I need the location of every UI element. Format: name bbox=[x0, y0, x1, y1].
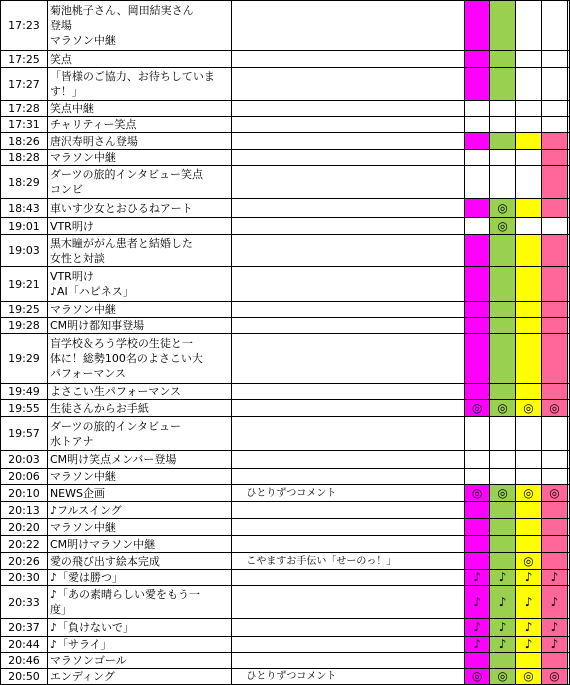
member-2-cell bbox=[490, 68, 516, 101]
member-4-cell bbox=[542, 417, 568, 451]
note-cell bbox=[232, 451, 465, 469]
schedule-row bbox=[1, 117, 570, 133]
member-4-cell bbox=[542, 51, 568, 68]
member-3-cell: ◎ bbox=[516, 485, 542, 502]
member-4-cell: ♪ bbox=[542, 570, 568, 586]
time-cell: 19:28 bbox=[1, 318, 48, 334]
segment-title-cell: マラソン中継 bbox=[47, 302, 231, 318]
note-cell bbox=[232, 637, 465, 653]
member-2-cell bbox=[490, 451, 516, 469]
note-cell bbox=[232, 101, 465, 117]
member-2-cell: ◎ bbox=[490, 218, 516, 235]
segment-title-cell: VTR明け ♪AI「ハピネス」 bbox=[47, 267, 231, 302]
note-cell bbox=[232, 653, 465, 669]
schedule-row bbox=[1, 451, 570, 469]
time-cell: 17:31 bbox=[1, 117, 48, 133]
member-2-cell bbox=[490, 334, 516, 384]
edge-cell bbox=[567, 570, 569, 586]
member-4-cell: ♪ bbox=[542, 586, 568, 619]
member-4-cell bbox=[542, 117, 568, 133]
note-cell bbox=[232, 619, 465, 637]
member-3-cell: ♪ bbox=[516, 619, 542, 637]
note-cell bbox=[232, 133, 465, 150]
segment-title-cell: 「皆様のご協力、お待ちしていま す！」 bbox=[47, 68, 231, 101]
note-cell bbox=[232, 502, 465, 519]
member-2-cell: ♪ bbox=[490, 586, 516, 619]
note-cell bbox=[232, 334, 465, 384]
member-2-cell bbox=[490, 318, 516, 334]
time-cell: 20:50 bbox=[1, 669, 48, 685]
time-cell: 17:25 bbox=[1, 51, 48, 68]
note-cell: ひとりずつコメント bbox=[232, 669, 465, 685]
segment-title-cell: よさこい生パフォーマンス bbox=[47, 384, 231, 400]
member-2-cell bbox=[490, 235, 516, 267]
member-4-cell bbox=[542, 218, 568, 235]
member-4-cell bbox=[542, 150, 568, 166]
segment-title-cell: ♪フルスイング bbox=[47, 502, 231, 519]
member-3-cell: ◎ bbox=[516, 400, 542, 417]
member-1-cell bbox=[465, 384, 490, 400]
member-2-cell: ♪ bbox=[490, 570, 516, 586]
member-4-cell bbox=[542, 68, 568, 101]
member-4-cell: ◎ bbox=[542, 400, 568, 417]
time-cell: 19:01 bbox=[1, 218, 48, 235]
member-2-cell bbox=[490, 502, 516, 519]
edge-cell bbox=[567, 637, 569, 653]
member-3-cell bbox=[516, 653, 542, 669]
member-3-cell bbox=[516, 1, 542, 51]
schedule-row bbox=[1, 400, 570, 417]
note-cell bbox=[232, 400, 465, 417]
note-cell bbox=[232, 117, 465, 133]
member-1-cell bbox=[465, 536, 490, 553]
time-cell: 20:03 bbox=[1, 451, 48, 469]
time-cell: 20:44 bbox=[1, 637, 48, 653]
time-cell: 20:10 bbox=[1, 485, 48, 502]
time-cell: 20:13 bbox=[1, 502, 48, 519]
schedule-row bbox=[1, 553, 570, 570]
member-4-cell: ◎ bbox=[542, 669, 568, 685]
time-cell: 20:26 bbox=[1, 553, 48, 570]
member-4-cell bbox=[542, 166, 568, 199]
edge-cell bbox=[567, 166, 569, 199]
member-1-cell: ◎ bbox=[465, 400, 490, 417]
edge-cell bbox=[567, 653, 569, 669]
time-cell: 17:27 bbox=[1, 68, 48, 101]
member-4-cell bbox=[542, 318, 568, 334]
member-4-cell bbox=[542, 536, 568, 553]
note-cell bbox=[232, 235, 465, 267]
member-3-cell bbox=[516, 150, 542, 166]
member-1-cell: ♪ bbox=[465, 586, 490, 619]
edge-cell bbox=[567, 218, 569, 235]
schedule-body bbox=[1, 1, 570, 685]
member-1-cell bbox=[465, 502, 490, 519]
edge-cell bbox=[567, 669, 569, 685]
time-cell: 20:46 bbox=[1, 653, 48, 669]
edge-cell bbox=[567, 334, 569, 384]
time-cell: 20:30 bbox=[1, 570, 48, 586]
member-2-cell bbox=[490, 133, 516, 150]
segment-title-cell: ダーツの旅的インタビュー 水トアナ bbox=[47, 417, 231, 451]
member-1-cell bbox=[465, 417, 490, 451]
note-cell: こやますお手伝い「せーのっ！」 bbox=[232, 553, 465, 570]
member-1-cell bbox=[465, 117, 490, 133]
member-2-cell bbox=[490, 267, 516, 302]
member-1-cell: ◎ bbox=[465, 485, 490, 502]
schedule-row bbox=[1, 318, 570, 334]
time-cell: 19:49 bbox=[1, 384, 48, 400]
edge-cell bbox=[567, 417, 569, 451]
edge-cell bbox=[567, 400, 569, 417]
edge-cell bbox=[567, 318, 569, 334]
segment-title-cell: ダーツの旅的インタビュー笑点 コンビ bbox=[47, 166, 231, 199]
member-1-cell bbox=[465, 68, 490, 101]
segment-title-cell: CM明けマラソン中継 bbox=[47, 536, 231, 553]
member-4-cell bbox=[542, 133, 568, 150]
member-4-cell bbox=[542, 519, 568, 536]
member-1-cell bbox=[465, 51, 490, 68]
member-3-cell bbox=[516, 218, 542, 235]
member-3-cell bbox=[516, 235, 542, 267]
segment-title-cell: エンディング bbox=[47, 669, 231, 685]
time-cell: 17:28 bbox=[1, 101, 48, 117]
member-1-cell bbox=[465, 150, 490, 166]
schedule-row bbox=[1, 218, 570, 235]
member-2-cell bbox=[490, 51, 516, 68]
member-4-cell bbox=[542, 302, 568, 318]
note-cell bbox=[232, 218, 465, 235]
member-3-cell bbox=[516, 101, 542, 117]
edge-cell bbox=[567, 150, 569, 166]
segment-title-cell: 生徒さんからお手紙 bbox=[47, 400, 231, 417]
member-3-cell bbox=[516, 417, 542, 451]
time-cell: 17:23 bbox=[1, 1, 48, 51]
member-2-cell bbox=[490, 1, 516, 51]
segment-title-cell: 愛の飛び出す絵本完成 bbox=[47, 553, 231, 570]
edge-cell bbox=[567, 553, 569, 570]
note-cell bbox=[232, 519, 465, 536]
schedule-row bbox=[1, 101, 570, 117]
member-2-cell bbox=[490, 417, 516, 451]
member-2-cell bbox=[490, 536, 516, 553]
member-1-cell bbox=[465, 166, 490, 199]
schedule-row bbox=[1, 68, 570, 101]
member-3-cell bbox=[516, 318, 542, 334]
segment-title-cell: 唐沢寿明さん登場 bbox=[47, 133, 231, 150]
edge-cell bbox=[567, 384, 569, 400]
edge-cell bbox=[567, 502, 569, 519]
edge-cell bbox=[567, 51, 569, 68]
edge-cell bbox=[567, 469, 569, 485]
member-3-cell bbox=[516, 384, 542, 400]
schedule-row bbox=[1, 51, 570, 68]
member-3-cell bbox=[516, 133, 542, 150]
schedule-row bbox=[1, 586, 570, 619]
member-2-cell bbox=[490, 553, 516, 570]
member-4-cell bbox=[542, 267, 568, 302]
segment-title-cell: マラソンゴール bbox=[47, 653, 231, 669]
edge-cell bbox=[567, 536, 569, 553]
member-4-cell: ◎ bbox=[542, 485, 568, 502]
member-1-cell bbox=[465, 1, 490, 51]
member-4-cell bbox=[542, 199, 568, 218]
member-1-cell bbox=[465, 199, 490, 218]
member-4-cell bbox=[542, 502, 568, 519]
member-1-cell bbox=[465, 101, 490, 117]
member-4-cell bbox=[542, 334, 568, 384]
segment-title-cell: CM明け都知事登場 bbox=[47, 318, 231, 334]
member-3-cell: ◎ bbox=[516, 669, 542, 685]
segment-title-cell: マラソン中継 bbox=[47, 150, 231, 166]
schedule-row bbox=[1, 235, 570, 267]
member-2-cell: ◎ bbox=[490, 400, 516, 417]
schedule-row bbox=[1, 133, 570, 150]
edge-cell bbox=[567, 199, 569, 218]
member-4-cell bbox=[542, 553, 568, 570]
member-3-cell bbox=[516, 536, 542, 553]
note-cell bbox=[232, 166, 465, 199]
edge-cell bbox=[567, 235, 569, 267]
member-1-cell bbox=[465, 653, 490, 669]
schedule-row bbox=[1, 199, 570, 218]
member-3-cell: ♪ bbox=[516, 637, 542, 653]
note-cell bbox=[232, 1, 465, 51]
time-cell: 19:55 bbox=[1, 400, 48, 417]
member-2-cell bbox=[490, 166, 516, 199]
segment-title-cell: ♪「愛は勝つ」 bbox=[47, 570, 231, 586]
member-4-cell bbox=[542, 101, 568, 117]
segment-title-cell: 笑点中継 bbox=[47, 101, 231, 117]
segment-title-cell: ♪「あの素晴らしい愛をもう一 度」 bbox=[47, 586, 231, 619]
schedule-row bbox=[1, 669, 570, 685]
member-1-cell bbox=[465, 451, 490, 469]
member-1-cell bbox=[465, 469, 490, 485]
schedule-row bbox=[1, 619, 570, 637]
member-3-cell bbox=[516, 519, 542, 536]
member-1-cell: ♪ bbox=[465, 570, 490, 586]
member-3-cell bbox=[516, 68, 542, 101]
edge-cell bbox=[567, 133, 569, 150]
member-2-cell bbox=[490, 519, 516, 536]
member-2-cell bbox=[490, 150, 516, 166]
schedule-row bbox=[1, 302, 570, 318]
schedule-row bbox=[1, 485, 570, 502]
segment-title-cell: NEWS企画 bbox=[47, 485, 231, 502]
member-4-cell: ♪ bbox=[542, 619, 568, 637]
member-4-cell bbox=[542, 653, 568, 669]
member-4-cell bbox=[542, 235, 568, 267]
member-1-cell: ◎ bbox=[465, 669, 490, 685]
note-cell bbox=[232, 51, 465, 68]
note-cell bbox=[232, 417, 465, 451]
time-cell: 19:03 bbox=[1, 235, 48, 267]
member-1-cell bbox=[465, 302, 490, 318]
time-cell: 20:20 bbox=[1, 519, 48, 536]
member-2-cell bbox=[490, 469, 516, 485]
member-2-cell: ◎ bbox=[490, 199, 516, 218]
member-1-cell bbox=[465, 553, 490, 570]
time-cell: 20:37 bbox=[1, 619, 48, 637]
member-1-cell bbox=[465, 235, 490, 267]
member-3-cell bbox=[516, 166, 542, 199]
note-cell bbox=[232, 267, 465, 302]
note-cell: ひとりずつコメント bbox=[232, 485, 465, 502]
member-3-cell bbox=[516, 117, 542, 133]
member-1-cell bbox=[465, 218, 490, 235]
member-3-cell: ◎ bbox=[516, 553, 542, 570]
edge-cell bbox=[567, 1, 569, 51]
member-3-cell bbox=[516, 502, 542, 519]
edge-cell bbox=[567, 451, 569, 469]
time-cell: 20:06 bbox=[1, 469, 48, 485]
time-cell: 20:22 bbox=[1, 536, 48, 553]
member-2-cell bbox=[490, 302, 516, 318]
note-cell bbox=[232, 469, 465, 485]
time-cell: 19:25 bbox=[1, 302, 48, 318]
member-3-cell: ♪ bbox=[516, 586, 542, 619]
edge-cell bbox=[567, 101, 569, 117]
member-2-cell: ◎ bbox=[490, 669, 516, 685]
schedule-row bbox=[1, 384, 570, 400]
member-3-cell bbox=[516, 267, 542, 302]
member-3-cell bbox=[516, 302, 542, 318]
note-cell bbox=[232, 586, 465, 619]
member-1-cell: ♪ bbox=[465, 637, 490, 653]
member-2-cell: ♪ bbox=[490, 637, 516, 653]
member-3-cell bbox=[516, 334, 542, 384]
segment-title-cell: ♪「負けないで」 bbox=[47, 619, 231, 637]
segment-title-cell: マラソン中継 bbox=[47, 519, 231, 536]
schedule-row bbox=[1, 469, 570, 485]
edge-cell bbox=[567, 519, 569, 536]
time-cell: 18:28 bbox=[1, 150, 48, 166]
schedule-row bbox=[1, 653, 570, 669]
note-cell bbox=[232, 150, 465, 166]
time-cell: 18:26 bbox=[1, 133, 48, 150]
note-cell bbox=[232, 318, 465, 334]
time-cell: 19:29 bbox=[1, 334, 48, 384]
edge-cell bbox=[567, 302, 569, 318]
schedule-row bbox=[1, 150, 570, 166]
note-cell bbox=[232, 570, 465, 586]
edge-cell bbox=[567, 267, 569, 302]
member-1-cell bbox=[465, 318, 490, 334]
schedule-row bbox=[1, 166, 570, 199]
member-1-cell bbox=[465, 334, 490, 384]
member-1-cell: ♪ bbox=[465, 619, 490, 637]
schedule-row bbox=[1, 637, 570, 653]
segment-title-cell: VTR明け bbox=[47, 218, 231, 235]
schedule-row bbox=[1, 417, 570, 451]
edge-cell bbox=[567, 586, 569, 619]
segment-title-cell: チャリティー笑点 bbox=[47, 117, 231, 133]
time-cell: 19:57 bbox=[1, 417, 48, 451]
member-4-cell bbox=[542, 451, 568, 469]
edge-cell bbox=[567, 68, 569, 101]
member-2-cell bbox=[490, 653, 516, 669]
segment-title-cell: 笑点 bbox=[47, 51, 231, 68]
note-cell bbox=[232, 536, 465, 553]
schedule-row bbox=[1, 334, 570, 384]
member-3-cell bbox=[516, 451, 542, 469]
edge-cell bbox=[567, 619, 569, 637]
member-3-cell bbox=[516, 51, 542, 68]
schedule-row bbox=[1, 536, 570, 553]
member-1-cell bbox=[465, 133, 490, 150]
schedule-row bbox=[1, 519, 570, 536]
schedule-row bbox=[1, 502, 570, 519]
time-cell: 20:33 bbox=[1, 586, 48, 619]
schedule-row bbox=[1, 570, 570, 586]
note-cell bbox=[232, 68, 465, 101]
member-4-cell bbox=[542, 469, 568, 485]
note-cell bbox=[232, 199, 465, 218]
segment-title-cell: 黒木瞳ががん患者と結婚した 女性と対談 bbox=[47, 235, 231, 267]
segment-title-cell: 車いす少女とおひるねアート bbox=[47, 199, 231, 218]
edge-cell bbox=[567, 485, 569, 502]
member-2-cell bbox=[490, 384, 516, 400]
member-2-cell: ◎ bbox=[490, 485, 516, 502]
segment-title-cell: 盲学校＆ろう学校の生徒と一 体に！総勢100名のよさこい大 パフォーマンス bbox=[47, 334, 231, 384]
member-4-cell bbox=[542, 384, 568, 400]
segment-title-cell: マラソン中継 bbox=[47, 469, 231, 485]
edge-cell bbox=[567, 117, 569, 133]
time-cell: 18:29 bbox=[1, 166, 48, 199]
member-3-cell bbox=[516, 199, 542, 218]
member-4-cell: ♪ bbox=[542, 637, 568, 653]
segment-title-cell: 菊池桃子さん、岡田結実さん 登場 マラソン中継 bbox=[47, 1, 231, 51]
segment-title-cell: CM明け笑点メンバー登場 bbox=[47, 451, 231, 469]
member-1-cell bbox=[465, 267, 490, 302]
note-cell bbox=[232, 302, 465, 318]
member-1-cell bbox=[465, 519, 490, 536]
segment-title-cell: ♪「サライ」 bbox=[47, 637, 231, 653]
member-4-cell bbox=[542, 1, 568, 51]
time-cell: 18:43 bbox=[1, 199, 48, 218]
member-2-cell bbox=[490, 117, 516, 133]
time-cell: 19:21 bbox=[1, 267, 48, 302]
schedule-row bbox=[1, 267, 570, 302]
member-3-cell: ♪ bbox=[516, 570, 542, 586]
schedule-row bbox=[1, 1, 570, 51]
member-3-cell bbox=[516, 469, 542, 485]
note-cell bbox=[232, 384, 465, 400]
member-2-cell bbox=[490, 101, 516, 117]
member-2-cell: ♪ bbox=[490, 619, 516, 637]
